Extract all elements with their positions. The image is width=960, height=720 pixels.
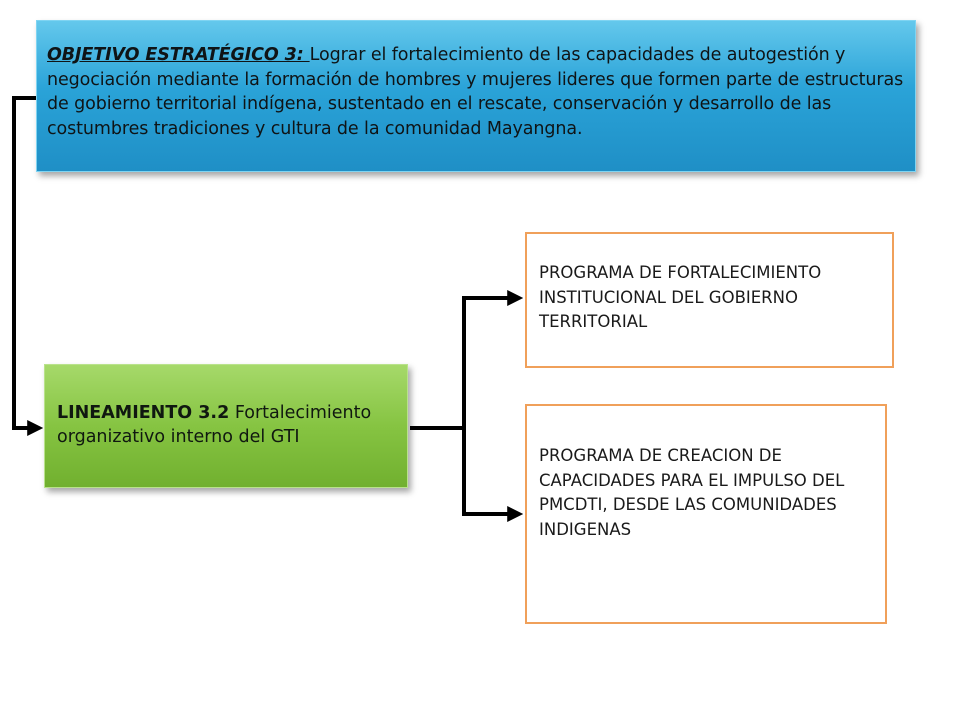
guideline-box xyxy=(44,364,408,488)
strategic-objective-box xyxy=(36,20,916,172)
guideline-label: LINEAMIENTO 3.2 xyxy=(57,403,230,423)
program-box-capacities xyxy=(525,404,887,624)
branch-to-program-1-connector xyxy=(464,298,516,428)
strategic-objective-text: Lograr el fortalecimiento de las capacidades de autogestión y negociación mediante la formación de hombres y mujeres lideres que formen parte de estructuras de gobierno territorial indígena, sustentado en el rescate, conservación y desarrollo de las costumbres tradiciones y cultura de la comunidad Mayangna. xyxy=(47,45,904,139)
strategic-objective-title: OBJETIVO ESTRATÉGICO 3: xyxy=(47,45,310,65)
branch-to-program-2-connector xyxy=(464,428,516,514)
program-box-institutional xyxy=(525,232,894,368)
program-text: PROGRAMA DE FORTALECIMIENTO INSTITUCIONAL DEL GOBIERNO TERRITORIAL xyxy=(539,263,822,331)
guideline-text: Fortalecimiento organizativo interno del GTI xyxy=(57,403,372,447)
program-text: PROGRAMA DE CREACION DE CAPACIDADES PARA EL IMPULSO DEL PMCDTI, DESDE LAS COMUNIDADES INDIGENAS xyxy=(539,446,845,539)
